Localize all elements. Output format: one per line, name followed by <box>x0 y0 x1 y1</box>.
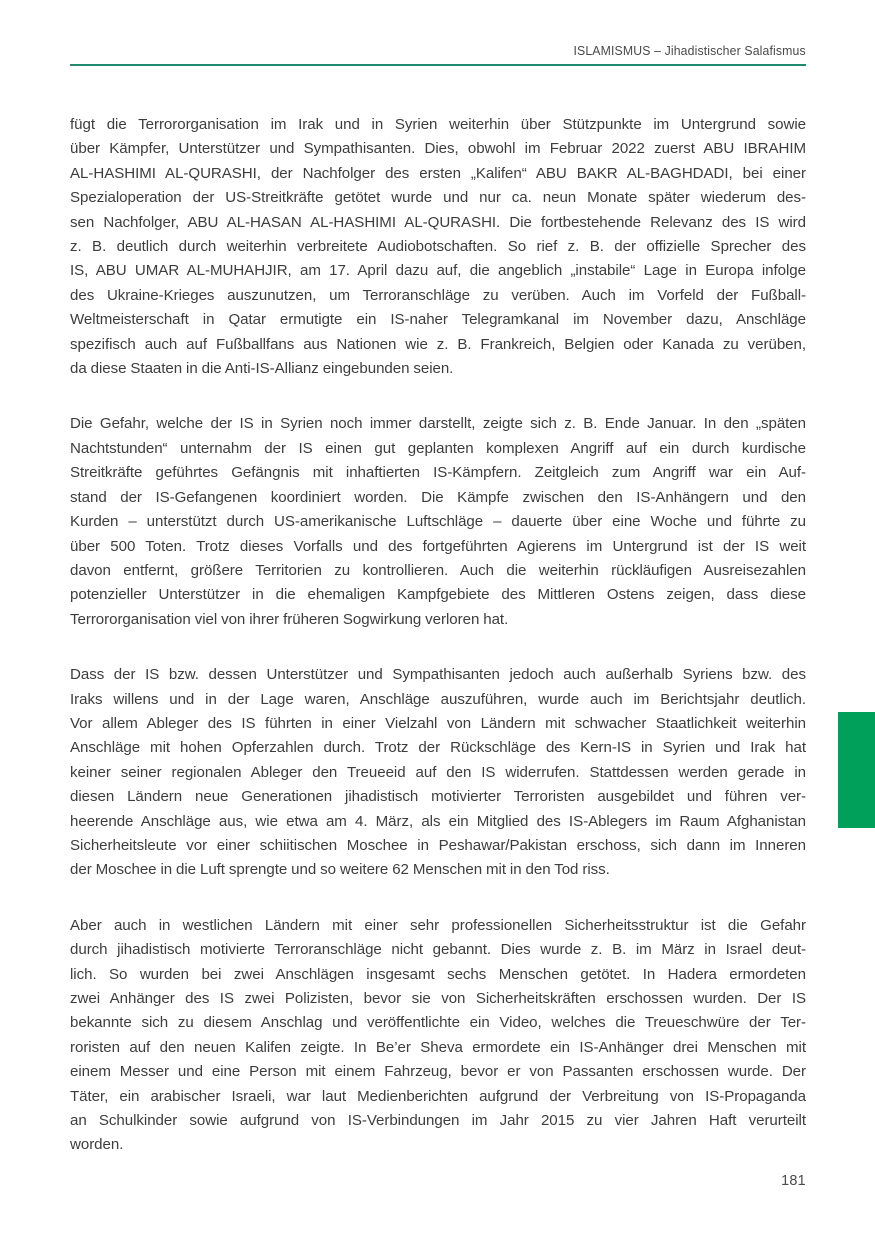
text-line: keiner seiner regionalen Ableger den Treueeid auf den IS widerrufen. Stattdessen werden gerade in <box>70 763 806 781</box>
text-line: Spezialoperation der US-Streitkräfte getötet wurde und nur ca. neun Monate später wiederum des- <box>70 189 806 207</box>
text-line: Anschläge mit hohen Opferzahlen durch. Trotz der Rückschläge des Kern-IS in Syrien und Irak hat <box>70 739 806 757</box>
text-line: Täter, ein arabischer Israeli, war laut Medienberichten aufgrund der Verbreitung von IS-Propaganda <box>70 1087 806 1105</box>
text-line: potenzieller Unterstützer in die ehemaligen Kampfgebiete des Mittleren Ostens zeigen, dass diese <box>70 586 806 604</box>
text-line: Iraks willens und in der Lage waren, Anschläge auszuführen, wurde auch im Berichtsjahr deutlich. <box>70 690 806 708</box>
paragraph-2 <box>70 412 806 632</box>
text-line: Streitkräfte geführtes Gefängnis mit inhaftierten IS-Kämpfern. Zeitgleich zum Angriff war ein Auf- <box>70 464 806 482</box>
text-line: z. B. deutlich durch weiterhin verbreitete Audiobotschaften. So rief z. B. der offizielle Sprecher des <box>70 238 806 256</box>
text-line: Nachtstunden“ unternahm der IS einen gut geplanten komplexen Angriff auf ein durch kurdische <box>70 439 806 457</box>
text-line: Die Gefahr, welche der IS in Syrien noch immer darstellt, zeigte sich z. B. Ende Januar. In den „späten <box>70 415 806 433</box>
text-line: IS, ABU UMAR AL-MUHAHJIR, am 17. April dazu auf, die angeblich „instabile“ Lage in Europa infolge <box>70 262 806 280</box>
paragraph-4 <box>70 914 806 1158</box>
text-line: Weltmeisterschaft in Qatar ermutigte ein IS-naher Telegramkanal im November dazu, Anschläge <box>70 311 806 329</box>
text-line: diesen Ländern neue Generationen jihadistisch motivierter Terroristen ausgebildet und führen ver- <box>70 788 806 806</box>
text-line: über 500 Toten. Trotz dieses Vorfalls und des fortgeführten Agierens im Untergrund ist der IS weit <box>70 537 806 555</box>
text-line: Dass der IS bzw. dessen Unterstützer und Sympathisanten jedoch auch außerhalb Syriens bzw. des <box>70 666 806 684</box>
paragraph-1 <box>70 113 806 381</box>
text-line: Terrororganisation viel von ihrer früheren Sogwirkung verloren hat. <box>70 610 509 628</box>
text-line: sen Nachfolger, ABU AL-HASAN AL-HASHIMI AL-QURASHI. Die fortbestehende Relevanz des IS wird <box>70 213 806 231</box>
text-line: lich. So wurden bei zwei Anschlägen insgesamt sechs Menschen getötet. In Hadera ermordeten <box>70 965 806 983</box>
text-line: an Schulkinder sowie aufgrund von IS-Verbindungen im Jahr 2015 zu vier Jahren Haft verurteilt <box>70 1112 806 1130</box>
text-line: über Kämpfer, Unterstützer und Sympathisanten. Dies, obwohl im Februar 2022 zuerst ABU IBRAHIM <box>70 140 806 158</box>
text-line: bekannte sich zu diesem Anschlag und veröffentlichte ein Video, welches die Treueschwüre der Ter- <box>70 1014 806 1032</box>
text-line: Sicherheitsleute vor einer schiitischen Moschee in Peshawar/Pakistan erschoss, sich dann im Inneren <box>70 836 806 854</box>
running-header-title: ISLAMISMUS – Jihadistischer Salafismus <box>573 43 806 58</box>
body-text-column <box>70 113 806 1158</box>
paragraph-3 <box>70 663 806 883</box>
text-line: fügt die Terrororganisation im Irak und in Syrien weiterhin über Stützpunkte im Untergrund sowie <box>70 116 806 133</box>
chapter-side-tab <box>838 712 875 828</box>
text-line: einem Messer und eine Person mit einem Fahrzeug, bevor er von Passanten erschossen wurde. Der <box>70 1063 806 1081</box>
text-line: durch jihadistisch motivierte Terroranschläge nicht gebannt. Dies wurde z. B. im März in Israel deut- <box>70 941 806 959</box>
text-line: Kurden – unterstützt durch US-amerikanische Luftschläge – dauerte über eine Woche und führte zu <box>70 513 806 531</box>
text-line: stand der IS-Gefangenen koordiniert worden. Die Kämpfe zwischen den IS-Anhängern und den <box>70 488 806 506</box>
text-line: spezifisch auch auf Fußballfans aus Nationen wie z. B. Frankreich, Belgien oder Kanada zu verüben, <box>70 335 806 353</box>
text-line: Aber auch in westlichen Ländern mit einer sehr professionellen Sicherheitsstruktur ist die Gefahr <box>70 916 806 934</box>
text-line: da diese Staaten in die Anti-IS-Allianz eingebunden seien. <box>70 360 454 378</box>
text-line: roristen auf den neuen Kalifen zeigte. In Be’er Sheva ermordete ein IS-Anhänger drei Menschen mit <box>70 1038 806 1056</box>
text-line: Vor allem Ableger des IS führten in einer Vielzahl von Ländern mit schwacher Staatlichkeit weiterhin <box>70 714 806 732</box>
header-divider-rule <box>70 64 806 66</box>
text-line: AL-HASHIMI AL-QURASHI, der Nachfolger des ersten „Kalifen“ ABU BAKR AL-BAGHDADI, bei einer <box>70 164 806 182</box>
text-line: heerende Anschläge aus, wie etwa am 4. März, als ein Mitglied des IS-Ablegers im Raum Afghanistan <box>70 812 806 830</box>
page-number: 181 <box>781 1173 806 1189</box>
text-line: davon entfernt, größere Territorien zu kontrollieren. Auch die weiterhin rückläufigen Ausreisezahlen <box>70 561 806 579</box>
text-line: worden. <box>70 1136 124 1154</box>
text-line: des Ukraine-Krieges auszunutzen, um Terroranschläge zu verüben. Auch im Vorfeld der Fußball- <box>70 286 806 304</box>
text-line: der Moschee in die Luft sprengte und so weitere 62 Menschen mit in den Tod riss. <box>70 861 610 879</box>
text-line: zwei Anhänger des IS zwei Polizisten, bevor sie von Sicherheitskräften erschossen wurden. Der IS <box>70 990 806 1007</box>
